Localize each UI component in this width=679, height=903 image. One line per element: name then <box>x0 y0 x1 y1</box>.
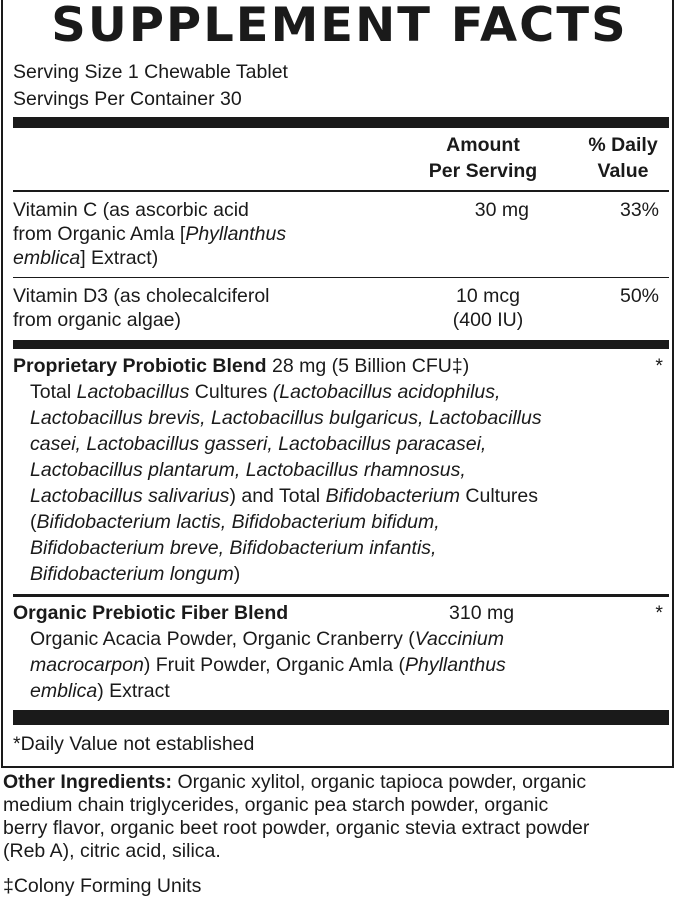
nutrient-dv-vitamin-c: 33% <box>619 199 659 221</box>
nutrient-amount-vitamin-d3: 10 mcg (400 IU) <box>452 285 524 331</box>
other-ingredients: Other Ingredients: Organic xylitol, organic tapioca powder, organic medium chain triglycerides, organic pea starch powder, organic berry flavor, organic beet root powder, organic stevia extract powder (Reb A), citric acid, silica. <box>3 771 590 862</box>
thick-divider <box>13 117 669 128</box>
probiotic-blend-heading: Proprietary Probiotic Blend 28 mg (5 Billion CFU‡) <box>13 355 470 377</box>
nutrient-name-vitamin-d3: Vitamin D3 (as cholecalciferol from organic algae) <box>13 285 270 331</box>
probiotic-ingredients: Total Lactobacillus Cultures (Lactobacillus acidophilus, Lactobacillus brevis, Lactobacillus bulgaricus, Lactobacillus casei, Lactobacillus gasseri, Lactobacillus paracasei, Lactobacillus plantarum, Lactobacillus rhamnosus, Lactobacillus salivarius) and Total Bifidobacterium Cultures (Bifidobacterium lactis, Bifidobacterium bifidum, Bifidobacterium breve, Bifidobacterium infantis, Bifidobacterium longum) <box>30 381 542 585</box>
section-divider <box>13 594 669 597</box>
nutrient-dv-vitamin-d3: 50% <box>619 285 659 307</box>
cfu-footnote: ‡Colony Forming Units <box>3 875 202 897</box>
supplement-facts-panel <box>1 0 674 768</box>
nutrient-amount-vitamin-c: 30 mg <box>474 199 529 221</box>
row-divider <box>13 277 669 278</box>
prebiotic-blend-name: Organic Prebiotic Fiber Blend <box>13 602 289 624</box>
serving-size: Serving Size 1 Chewable Tablet <box>13 61 288 83</box>
thick-divider <box>13 710 669 725</box>
daily-value-header: % Daily Value <box>588 134 658 182</box>
prebiotic-dv: * <box>655 602 663 624</box>
nutrient-name-vitamin-c: Vitamin C (as ascorbic acid from Organic Amla [Phyllanthus emblica] Extract) <box>13 199 287 269</box>
prebiotic-amount: 310 mg <box>449 602 515 624</box>
header-divider <box>13 190 669 192</box>
panel-title: SUPPLEMENT FACTS <box>51 0 628 53</box>
daily-value-footnote: *Daily Value not established <box>13 733 255 755</box>
prebiotic-ingredients: Organic Acacia Powder, Organic Cranberry (Vaccinium macrocarpon) Fruit Powder, Organic Amla (Phyllanthus emblica) Extract <box>30 628 506 702</box>
probiotic-dv: * <box>655 355 663 377</box>
servings-per-container: Servings Per Container 30 <box>13 88 242 110</box>
amount-header: Amount Per Serving <box>428 134 538 182</box>
thick-divider <box>13 340 669 349</box>
